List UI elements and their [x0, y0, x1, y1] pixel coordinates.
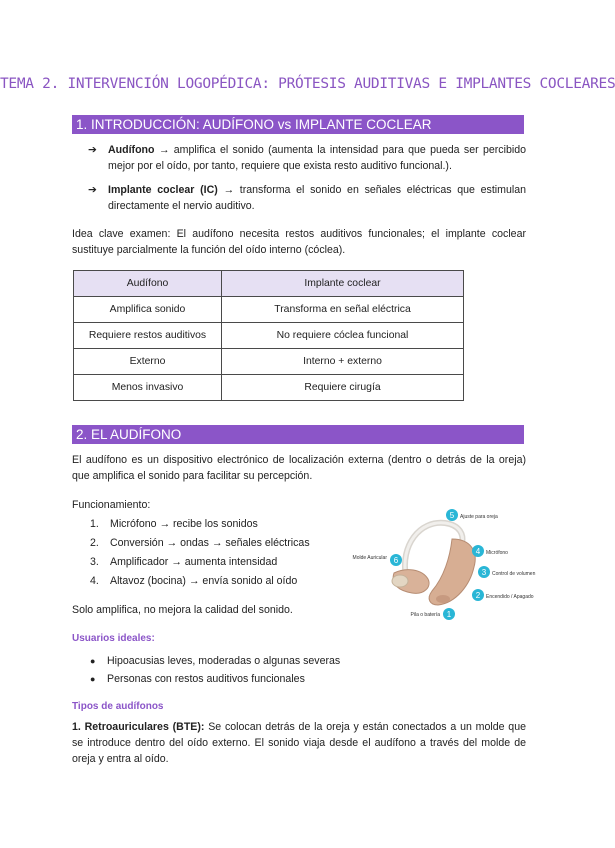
table-cell: Amplifica sonido — [74, 297, 222, 323]
bullet-audifono — [88, 142, 526, 174]
idea-clave: Idea clave examen: El audífono necesita restos auditivos funcionales; el implante coclear sustituye parcialmente la función del oído interno (cóclea). — [72, 228, 526, 256]
list-item: 4. Altavoz (bocina) → envía sonido al oído — [90, 575, 298, 587]
tipos-heading: Tipos de audífonos — [72, 701, 164, 712]
list-item: 1. Micrófono → recibe los sonidos — [90, 518, 258, 530]
bullet-text — [108, 182, 526, 214]
solo-amplifica-note: Solo amplifica, no mejora la calidad del sonido. — [72, 604, 293, 616]
callout-label: Pila o batería — [410, 612, 440, 618]
callout-number-3: 3 — [481, 568, 487, 577]
table-cell: Requiere restos auditivos — [74, 323, 222, 349]
table-cell: Interno + externo — [222, 349, 464, 375]
table-cell: Menos invasivo — [74, 375, 222, 401]
callout-label: Ajuste para oreja — [460, 514, 498, 520]
bte-term: 1. Retroauriculares (BTE): — [72, 721, 205, 733]
table-row — [74, 349, 464, 375]
bullet-dot-icon: ● — [90, 674, 96, 684]
callout-number-1: 1 — [446, 610, 452, 619]
comparison-table — [73, 270, 464, 401]
list-item: ● Hipoacusias leves, moderadas o algunas severas — [90, 655, 341, 667]
table-row — [74, 297, 464, 323]
list-item: ● Personas con restos auditivos funcionales — [90, 673, 305, 685]
callout-number-4: 4 — [475, 547, 481, 556]
arrow-bullet-icon: ➔ — [88, 144, 97, 156]
table-cell: Transforma en señal eléctrica — [222, 297, 464, 323]
bte-paragraph — [72, 719, 526, 767]
list-item: 2. Conversión → ondas → señales eléctricas — [90, 537, 310, 549]
hearing-aid-illustration — [350, 505, 536, 625]
section-2-heading: 2. EL AUDÍFONO — [72, 425, 524, 444]
table-cell: Externo — [74, 349, 222, 375]
callout-number-6: 6 — [393, 556, 399, 565]
bte-text: Se colocan detrás de la oreja y están conectados a un molde que se introduce dentro del oído externo. El sonido viaja desde el audífono a través del molde de oreja y entra al oído. — [72, 721, 526, 765]
funcionamiento-label: Funcionamiento: — [72, 499, 151, 511]
callout-label: Micrófono — [486, 550, 508, 556]
table-header: Audífono — [74, 271, 222, 297]
page-title: TEMA 2. INTERVENCIÓN LOGOPÉDICA: PRÓTESIS AUDITIVAS E IMPLANTES COCLEARES — [0, 76, 615, 92]
section-1-heading: 1. INTRODUCCIÓN: AUDÍFONO vs IMPLANTE COCLEAR — [72, 115, 524, 134]
hearing-aid-body — [429, 539, 475, 605]
bullet-desc: → amplifica el sonido (aumenta la intensidad para que pueda ser percibido mejor por el oído, por tanto, requiere que exista resto auditivo funcional.). — [108, 144, 526, 172]
arrow-bullet-icon: ➔ — [88, 184, 97, 196]
list-item: 3. Amplificador → aumenta intensidad — [90, 556, 278, 568]
bullet-implante — [88, 182, 526, 214]
callout-label: Encendido / Apagado — [486, 594, 534, 600]
callout-number-5: 5 — [449, 511, 455, 520]
table-header: Implante coclear — [222, 271, 464, 297]
table-cell: Requiere cirugía — [222, 375, 464, 401]
table-row — [74, 323, 464, 349]
bullet-text — [108, 142, 526, 174]
callout-label: Molde Auricular — [352, 555, 387, 561]
callout-label: Control de volumen — [492, 571, 536, 577]
table-header-row — [74, 271, 464, 297]
audifono-intro: El audífono es un dispositivo electrónico de localización externa (dentro o detrás de la oreja) que amplifica el sonido para facilitar su percepción. — [72, 454, 526, 482]
usuarios-heading: Usuarios ideales: — [72, 633, 155, 644]
callout-number-2: 2 — [475, 591, 481, 600]
hearing-aid-figure — [350, 505, 536, 625]
bullet-term: Audífono — [108, 144, 155, 156]
table-row — [74, 375, 464, 401]
bullet-term: Implante coclear (IC) — [108, 184, 218, 196]
table-cell: No requiere cóclea funcional — [222, 323, 464, 349]
bullet-dot-icon: ● — [90, 656, 96, 666]
bullet-desc: → transforma el sonido en señales eléctricas que estimulan directamente el nervio auditivo. — [108, 184, 527, 212]
